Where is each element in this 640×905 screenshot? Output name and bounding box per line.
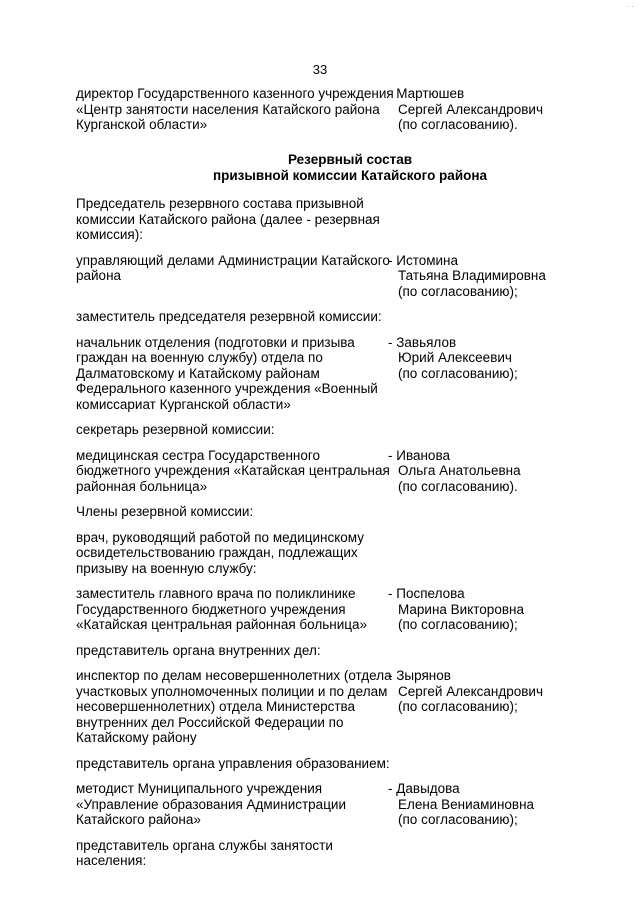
text-line: населения: — [76, 853, 147, 868]
section-label — [76, 530, 556, 577]
member-person — [388, 335, 556, 413]
scan-mark: · · — [626, 2, 634, 11]
text-line: - Мартюшев — [388, 86, 465, 101]
member-person — [388, 448, 556, 495]
member-entry — [76, 335, 556, 413]
heading-line: Резервный состав — [288, 152, 412, 167]
text-line: «Центр занятости населения Катайского района — [76, 101, 380, 117]
text-line: Сергей Александрович — [398, 683, 543, 699]
text-line: - Давыдова — [388, 781, 460, 796]
entries-list — [76, 253, 556, 869]
member-person — [388, 781, 556, 828]
text-line: Елена Вениаминовна — [398, 796, 535, 812]
member-person — [388, 668, 556, 746]
text-line: (по согласованию); — [398, 283, 518, 299]
text-line: (по согласованию); — [398, 699, 518, 714]
text-line: представитель органа службы занятости — [76, 837, 333, 853]
member-entry — [76, 448, 556, 495]
text-line: управляющий делами Администрации Катайского — [76, 252, 390, 268]
text-line: (по согласованию); — [398, 617, 518, 632]
member-entry — [76, 781, 556, 828]
member-entry — [76, 253, 556, 300]
member-position — [76, 781, 388, 828]
document-body — [76, 196, 556, 879]
text-line: Курганской области» — [76, 117, 208, 132]
text-line: внутренних дел Российской Федерации по — [76, 714, 344, 730]
top-entry-person — [388, 86, 556, 133]
text-line: (по согласованию). — [398, 117, 518, 132]
top-entry — [76, 86, 556, 133]
text-line: «Катайская центральная районная больница» — [76, 617, 368, 632]
text-line: заместитель председателя резервной комиссии: — [76, 309, 382, 324]
text-line: врач, руководящий работой по медицинскому — [76, 529, 364, 545]
text-line: бюджетного учреждения «Катайская центральная — [76, 463, 390, 478]
member-position — [76, 253, 388, 300]
text-line: представитель органа внутренних дел: — [76, 642, 321, 658]
text-line: Катайскому району — [76, 730, 197, 745]
text-line: Катайского района» — [76, 812, 201, 827]
text-line: заместитель главного врача по поликлинике — [76, 586, 356, 601]
section-label — [76, 504, 556, 520]
text-line: Члены резервной комиссии: — [76, 504, 254, 519]
section-label — [76, 643, 556, 659]
text-line: комиссии Катайского района (далее - резервная — [76, 211, 380, 227]
chairman-label — [76, 196, 556, 243]
text-line: Председатель резервного состава призывной — [76, 196, 364, 211]
text-line: «Управление образования Администрации — [76, 796, 347, 812]
text-line: комиссариат Курганской области» — [76, 396, 291, 412]
text-line: - Истомина — [388, 252, 459, 268]
member-position — [76, 448, 388, 495]
heading-line: призывной комиссии Катайского района — [212, 168, 488, 183]
text-line: секретарь резервной комиссии: — [76, 422, 275, 437]
section-label — [76, 422, 556, 438]
text-line: Сергей Александрович — [398, 101, 543, 117]
text-line: Ольга Анатольевна — [398, 463, 521, 478]
member-position — [76, 586, 388, 633]
text-line: (по согласованию); — [398, 812, 518, 827]
text-line: комиссия): — [76, 227, 143, 242]
text-line: районная больница» — [76, 478, 208, 494]
text-line: района — [76, 268, 122, 283]
text-line: освидетельствованию граждан, подлежащих — [76, 545, 358, 560]
text-line: Татьяна Владимировна — [398, 268, 546, 283]
page-number: 33 — [312, 62, 328, 77]
text-line: инспектор по делам несовершеннолетних (отдела — [76, 668, 392, 683]
text-line: представитель органа управления образованием: — [76, 755, 390, 771]
text-line: (по согласованию); — [398, 365, 518, 381]
member-entry — [76, 668, 556, 746]
text-line: - Завьялов — [388, 334, 457, 350]
section-label — [76, 838, 556, 869]
text-line: участковых уполномоченных полиции и по делам — [76, 683, 388, 699]
text-line: - Поспелова — [388, 586, 465, 601]
section-label — [76, 756, 556, 772]
text-line: Юрий Алексеевич — [398, 350, 512, 365]
member-position — [76, 335, 388, 413]
top-entry-position — [76, 86, 394, 133]
text-line: призыву на военную службу: — [76, 560, 257, 576]
text-line: методист Муниципального учреждения — [76, 781, 323, 796]
text-line: - Иванова — [388, 447, 450, 463]
text-line: Марина Викторовна — [398, 601, 524, 617]
text-line: медицинская сестра Государственного — [76, 447, 320, 463]
text-line: Государственного бюджетного учреждения — [76, 601, 346, 617]
text-line: несовершеннолетних) отдела Министерства — [76, 699, 356, 714]
text-line: Федерального казенного учреждения «Военный — [76, 381, 378, 396]
text-line: начальник отделения (подготовки и призыва — [76, 334, 355, 350]
text-line: директор Государственного казенного учреждения — [76, 86, 394, 101]
member-person — [388, 586, 556, 633]
member-position — [76, 668, 392, 746]
text-line: - Зырянов — [388, 668, 451, 683]
section-label — [76, 309, 556, 325]
section-heading — [0, 152, 640, 184]
member-entry — [76, 586, 556, 633]
member-person — [388, 253, 556, 300]
text-line: граждан на военную службу) отдела по — [76, 350, 323, 365]
text-line: Далматовскому и Катайскому районам — [76, 365, 320, 381]
text-line: (по согласованию). — [398, 478, 518, 494]
